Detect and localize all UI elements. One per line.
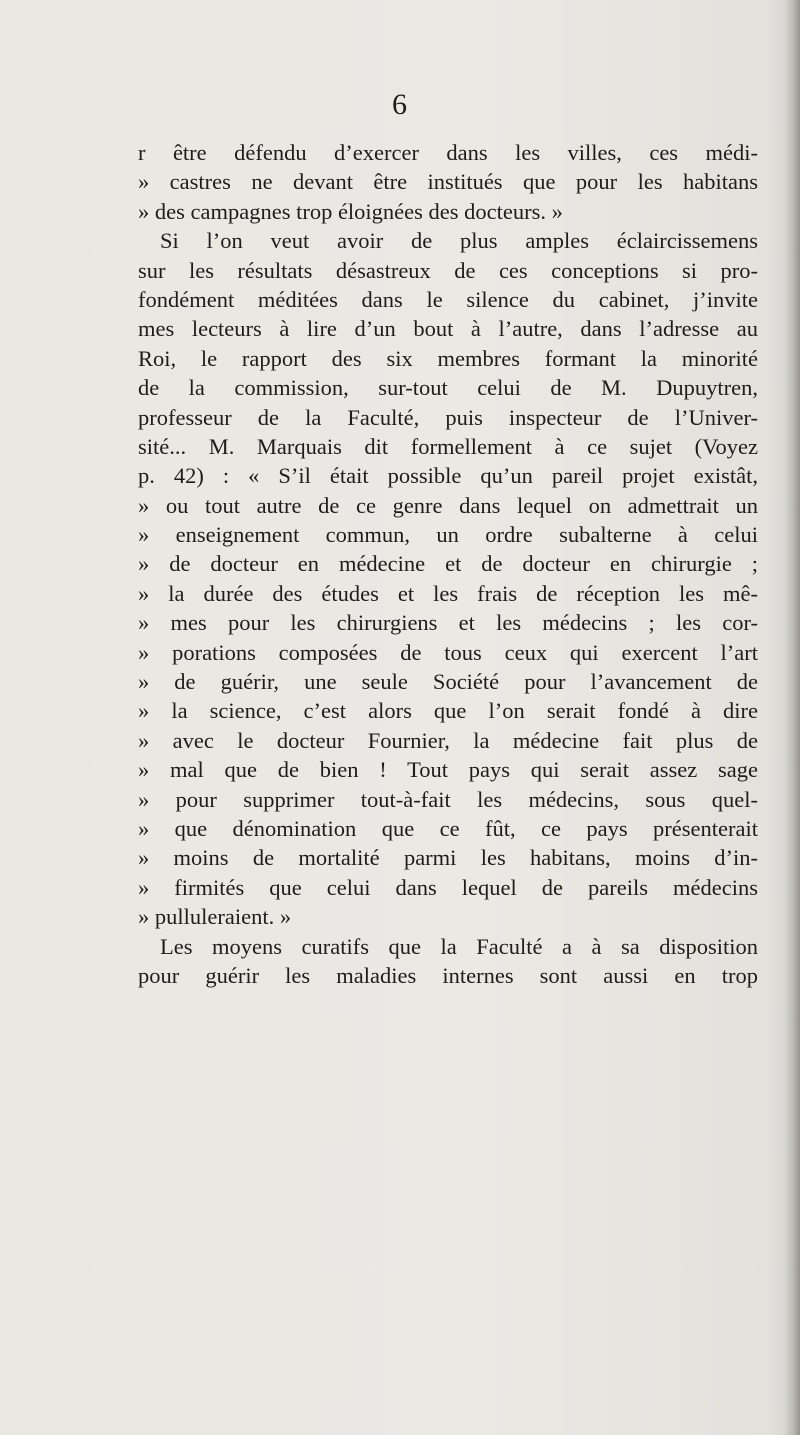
quote-line: » mes pour les chirurgiens et les médecins ; les cor- — [138, 610, 758, 636]
quote-line: » la science, c’est alors que l’on serait fondé à dire — [138, 698, 758, 724]
text-line: mes lecteurs à lire d’un bout à l’autre, dans l’adresse au — [138, 316, 758, 342]
quote-line: » la durée des études et les frais de réception les mê- — [138, 580, 758, 606]
text-line: sur les résultats désastreux de ces conceptions si pro- — [138, 257, 758, 283]
quote-line: » que dénomination que ce fût, ce pays présenterait — [138, 815, 758, 841]
text-line: pour guérir les maladies internes sont aussi en trop — [138, 962, 758, 988]
body-text — [138, 138, 758, 990]
quote-line: » moins de mortalité parmi les habitans, moins d’in- — [138, 845, 758, 871]
text-line: de la commission, sur-tout celui de M. Dupuytren, — [138, 375, 758, 401]
page-number: 6 — [392, 88, 408, 121]
text-line: Roi, le rapport des six membres formant la minorité — [138, 345, 758, 371]
text-line: sité... M. Marquais dit formellement à ce sujet (Voyez — [138, 433, 758, 459]
quote-line: » de guérir, une seule Société pour l’avancement de — [138, 669, 758, 695]
quote-line: » pour supprimer tout-à-fait les médecins, sous quel- — [138, 786, 758, 812]
paragraph-start-line: Si l’on veut avoir de plus amples éclaircissemens — [160, 228, 758, 254]
quote-line: » porations composées de tous ceux qui exercent l’art — [138, 639, 758, 665]
quote-line: » enseignement commun, un ordre subalterne à celui — [138, 522, 758, 548]
text-line: » des campagnes trop éloignées des docteurs. » — [138, 198, 563, 224]
quote-line: » pulluleraient. » — [138, 904, 292, 930]
page-edge-shadow — [784, 0, 800, 1435]
quote-line: » avec le docteur Fournier, la médecine fait plus de — [138, 727, 758, 753]
text-line: fondément méditées dans le silence du cabinet, j’invite — [138, 286, 758, 312]
paragraph-start-line: Les moyens curatifs que la Faculté a à sa disposition — [160, 933, 758, 959]
quote-line: » firmités que celui dans lequel de pareils médecins — [138, 874, 758, 900]
quote-line: » de docteur en médecine et de docteur en chirurgie ; — [138, 551, 758, 577]
text-line: p. 42) : « S’il était possible qu’un pareil projet existât, — [138, 463, 758, 489]
text-line: » castres ne devant être institués que pour les habitans — [138, 169, 758, 195]
text-line: professeur de la Faculté, puis inspecteur de l’Univer- — [138, 404, 758, 430]
text-line: r être défendu d’exercer dans les villes, ces médi- — [138, 140, 758, 165]
quote-line: » mal que de bien ! Tout pays qui serait assez sage — [138, 757, 758, 783]
quote-line: » ou tout autre de ce genre dans lequel on admettrait un — [138, 492, 758, 518]
